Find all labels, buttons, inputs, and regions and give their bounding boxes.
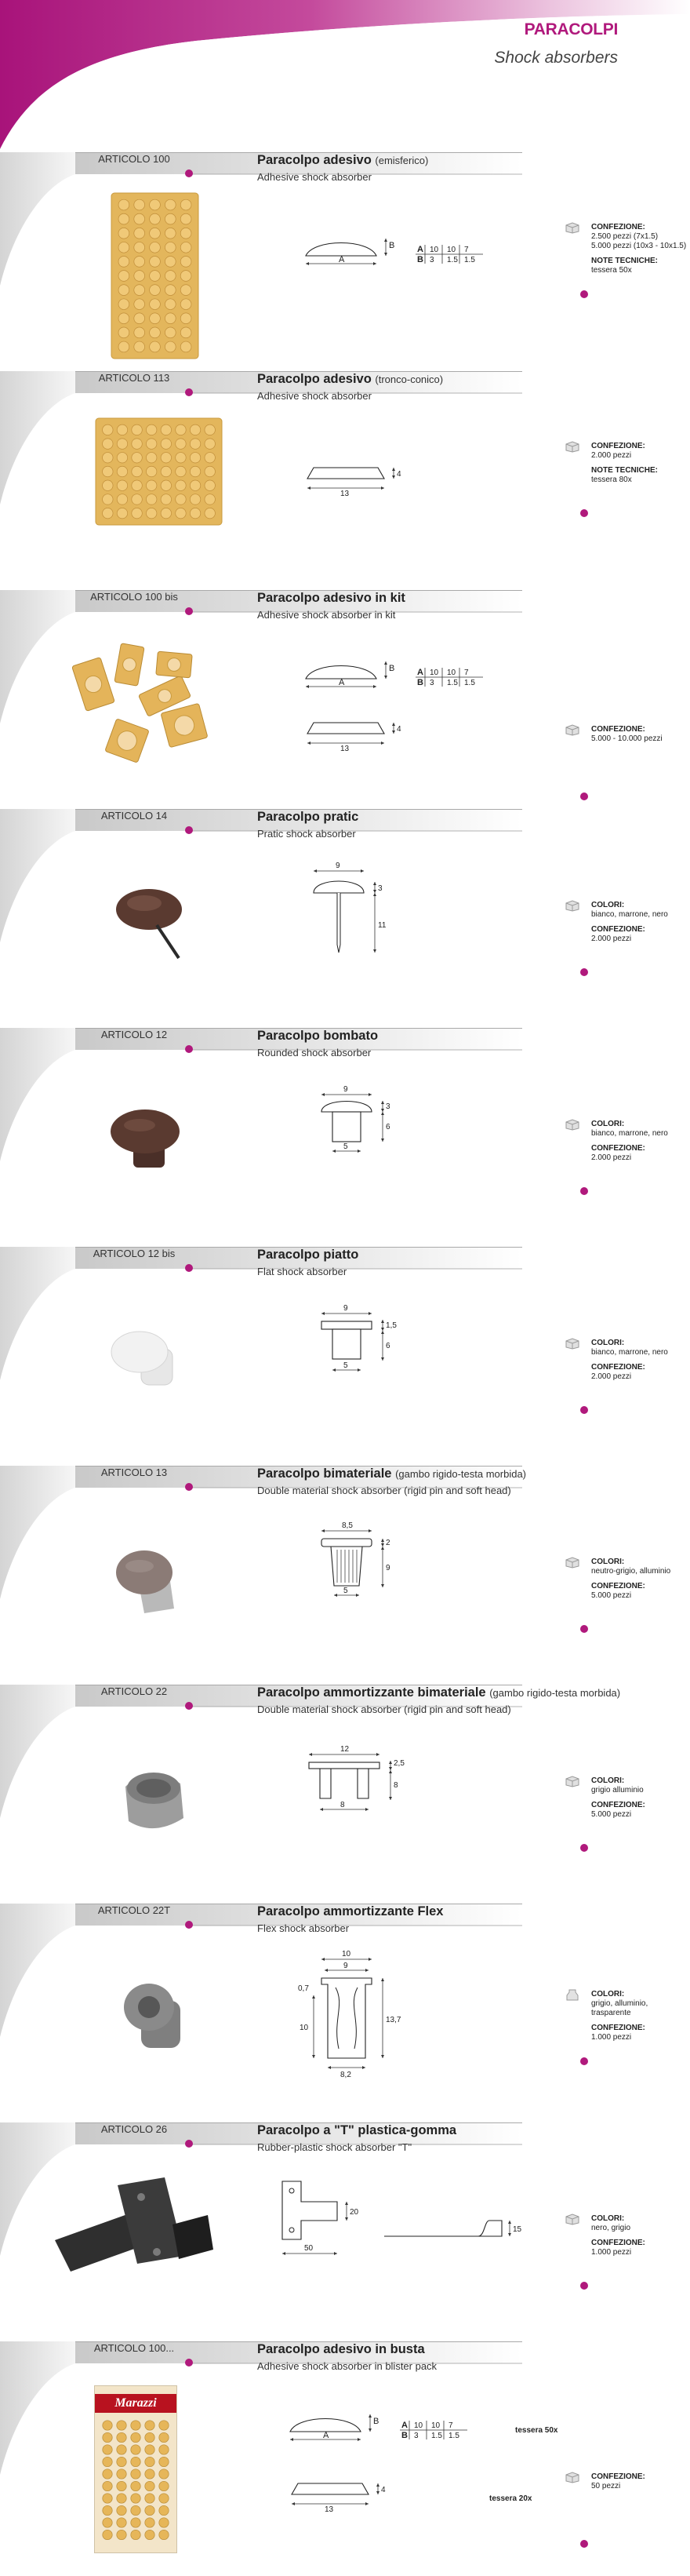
dimension-cell: 10 <box>430 246 439 254</box>
technical-drawing <box>259 1720 525 1893</box>
info-label: CONFEZIONE: <box>591 1363 645 1372</box>
product-title-note: (gambo rigido-testa morbida) <box>395 1468 526 1480</box>
dim-height-head: 1,5 <box>386 1321 397 1330</box>
dim-width: 13 <box>340 490 350 498</box>
product-subtitle: Double material shock absorber (rigid pin and soft head) <box>257 1703 511 1715</box>
dimension-cell: 1.5 <box>464 256 475 264</box>
dim-width: 50 <box>304 2244 314 2253</box>
dim-width-stem: 8 <box>340 1801 345 1809</box>
product-section <box>0 1685 690 1904</box>
product-title-note: (emisferico) <box>375 155 429 166</box>
article-code: ARTICOLO 22T <box>97 1904 171 1916</box>
product-section <box>0 152 690 371</box>
cone-profile <box>307 723 384 734</box>
article-code: ARTICOLO 26 <box>100 2123 168 2135</box>
accent-dot <box>185 607 193 615</box>
product-subtitle: Adhesive shock absorber <box>257 171 372 183</box>
product-info <box>591 1558 670 1606</box>
product-info <box>591 1990 648 2048</box>
info-value: tessera 80x <box>591 475 632 484</box>
dim-height: 4 <box>397 725 401 734</box>
dim-height-stem: 8 <box>394 1781 398 1790</box>
accent-dot <box>580 968 588 976</box>
dimension-table <box>416 245 483 264</box>
technical-drawing <box>259 2158 525 2330</box>
product-title-note: (gambo rigido-testa morbida) <box>489 1687 621 1699</box>
dimension-table <box>416 668 483 687</box>
dim-height-stem: 6 <box>386 1342 390 1350</box>
product-title <box>257 2342 425 2357</box>
dimension-cell: A <box>417 668 423 677</box>
info-value: bianco, marrone, nero <box>591 1348 668 1357</box>
info-label: CONFEZIONE: <box>591 2472 645 2481</box>
product-title <box>257 810 358 825</box>
product-title-text: Paracolpo a "T" plastica-gomma <box>257 2123 457 2137</box>
product-info <box>591 901 668 949</box>
product-title-text: Paracolpo pratic <box>257 810 359 824</box>
ribbed-stem <box>331 1547 362 1586</box>
product-photo-blister <box>94 2385 177 2553</box>
dimension-cell: A <box>417 245 423 254</box>
dim-width-inner: 9 <box>343 1962 348 1970</box>
dim-label-b: B <box>389 241 395 250</box>
accent-dot <box>580 1844 588 1852</box>
accent-dot <box>185 1702 193 1710</box>
accent-dot <box>580 1406 588 1414</box>
product-section <box>0 1028 690 1247</box>
info-value: 5.000 pezzi <box>591 1810 632 1819</box>
product-subtitle: Flex shock absorber <box>257 1922 350 1934</box>
box-icon <box>565 1118 580 1131</box>
dim-label-a: A <box>323 2431 329 2440</box>
product-section <box>0 1247 690 1466</box>
tessera-label-b: tessera 20x <box>489 2494 532 2503</box>
dim-height-total: 11 <box>378 921 387 930</box>
technical-drawing <box>259 1063 525 1236</box>
dim-height: 4 <box>397 470 401 479</box>
info-value: 50 pezzi <box>591 2482 621 2490</box>
product-title <box>257 591 405 606</box>
info-label: COLORI: <box>591 1990 625 1998</box>
dimension-cell: 7 <box>448 2421 453 2430</box>
article-code: ARTICOLO 22 <box>100 1685 168 1697</box>
product-info <box>591 223 686 281</box>
technical-drawing <box>259 1282 525 1455</box>
section-side-shade <box>0 1466 75 1599</box>
dim-height-lip: 0,7 <box>298 1984 309 1993</box>
dimension-cell: 10 <box>447 246 456 254</box>
info-label: CONFEZIONE: <box>591 223 645 231</box>
blister-brand: Marazzi <box>114 2396 157 2410</box>
dim-height-head: 2 <box>386 1539 390 1547</box>
product-section <box>0 371 690 590</box>
accent-dot <box>185 388 193 396</box>
box-icon <box>565 2213 580 2225</box>
product-title-text: Paracolpo piatto <box>257 1248 359 1262</box>
product-title <box>257 372 443 387</box>
accent-dot <box>580 1187 588 1195</box>
dim-height-right: 13,7 <box>386 2016 401 2024</box>
product-title <box>257 1248 358 1262</box>
info-label: NOTE TECNICHE: <box>591 466 658 475</box>
accent-dot <box>185 1045 193 1053</box>
dimension-table <box>400 2421 467 2440</box>
technical-drawing <box>259 188 525 360</box>
info-value: 5.000 - 10.000 pezzi <box>591 734 663 743</box>
technical-drawing <box>259 625 525 798</box>
info-label: CONFEZIONE: <box>591 925 645 934</box>
dim-height-head: 3 <box>378 884 383 893</box>
dimension-cell: 3 <box>430 679 434 687</box>
info-value: nero, grigio <box>591 2224 631 2232</box>
article-code: ARTICOLO 113 <box>98 372 170 384</box>
dim-height-stem: 6 <box>386 1123 390 1131</box>
dimension-cell: 1.5 <box>447 679 458 687</box>
dim-height-stem: 9 <box>386 1564 390 1572</box>
section-side-shade <box>0 1904 75 2037</box>
button-stem <box>332 1112 361 1142</box>
info-label: NOTE TECNICHE: <box>591 257 658 265</box>
product-subtitle: Adhesive shock absorber <box>257 390 372 402</box>
section-side-shade <box>0 152 75 286</box>
accent-dot <box>185 1921 193 1929</box>
t-plate-side <box>384 2221 502 2236</box>
product-section <box>0 2341 690 2560</box>
product-title <box>257 1685 620 1700</box>
product-subtitle: Pratic shock absorber <box>257 828 356 840</box>
accent-dot <box>185 2359 193 2366</box>
dimension-cell: 1.5 <box>464 679 475 687</box>
article-code: ARTICOLO 12 <box>100 1029 168 1040</box>
dim-width-stem: 5 <box>343 1142 348 1151</box>
t-plate-front <box>282 2181 337 2239</box>
dimension-cell: B <box>417 678 423 687</box>
dim-height-head: 3 <box>386 1102 390 1111</box>
flex-body <box>321 1978 372 2058</box>
accent-dot <box>185 1264 193 1272</box>
info-value: 2.500 pezzi (7x1.5) 5.000 pezzi (10x3 - 10x1.5) <box>591 232 687 250</box>
box-icon <box>565 1556 580 1569</box>
info-value: neutro-grigio, alluminio <box>591 1567 671 1576</box>
accent-dot <box>185 1483 193 1491</box>
section-side-shade <box>0 371 75 505</box>
product-title-text: Paracolpo bimateriale <box>257 1467 392 1481</box>
product-photo <box>102 1536 204 1623</box>
dim-width: 12 <box>340 1745 350 1754</box>
product-subtitle: Adhesive shock absorber in kit <box>257 609 396 621</box>
product-section <box>0 1904 690 2122</box>
info-label: CONFEZIONE: <box>591 442 645 450</box>
product-photo <box>47 2177 227 2295</box>
section-side-shade <box>0 2341 75 2475</box>
product-subtitle: Flat shock absorber <box>257 1266 347 1277</box>
info-label: CONFEZIONE: <box>591 2024 645 2032</box>
technical-drawing <box>259 406 525 579</box>
product-subtitle: Rounded shock absorber <box>257 1047 372 1058</box>
page-title: PARACOLPI <box>524 20 618 38</box>
dimension-cell: 7 <box>464 669 469 677</box>
button-head <box>321 1102 372 1113</box>
dimension-cell: 3 <box>430 256 434 264</box>
technical-drawing <box>259 2377 525 2549</box>
product-title-text: Paracolpo adesivo in kit <box>257 591 405 605</box>
button-stem <box>332 1329 361 1359</box>
info-value: 1.000 pezzi <box>591 2248 632 2257</box>
dim-width: 9 <box>343 1304 348 1313</box>
product-photo <box>110 191 200 360</box>
ribbed-head <box>321 1539 372 1547</box>
dim-label-b: B <box>373 2417 380 2426</box>
article-code: ARTICOLO 12 bis <box>93 1248 176 1259</box>
product-photo <box>63 629 220 763</box>
info-value: 2.000 pezzi <box>591 1153 632 1162</box>
dimension-cell: 3 <box>414 2432 419 2440</box>
product-section <box>0 590 690 809</box>
product-info <box>591 2472 645 2497</box>
info-label: COLORI: <box>591 901 625 909</box>
accent-dot <box>185 2140 193 2148</box>
product-photo <box>102 1974 204 2060</box>
product-info <box>591 1120 668 1168</box>
cone-profile <box>292 2483 369 2494</box>
info-label: COLORI: <box>591 1339 625 1347</box>
info-label: COLORI: <box>591 1120 625 1128</box>
accent-dot <box>580 2282 588 2290</box>
info-value: 5.000 pezzi <box>591 1591 632 1600</box>
info-value: grigio alluminio <box>591 1786 644 1794</box>
dimension-cell: 7 <box>464 246 469 254</box>
info-value: 2.000 pezzi <box>591 935 632 943</box>
info-value: bianco, marrone, nero <box>591 1129 668 1138</box>
product-title-text: Paracolpo adesivo <box>257 372 372 386</box>
info-label: COLORI: <box>591 2214 625 2223</box>
info-label: COLORI: <box>591 1776 625 1785</box>
product-title-text: Paracolpo bombato <box>257 1029 379 1043</box>
product-info <box>591 1776 645 1825</box>
accent-dot <box>580 290 588 298</box>
product-title-text: Paracolpo adesivo <box>257 153 372 167</box>
dim-width-bottom: 8,2 <box>340 2071 351 2079</box>
section-side-shade <box>0 809 75 942</box>
dim-height-left: 10 <box>300 2024 309 2032</box>
dimension-cell: A <box>401 2421 408 2430</box>
info-value: bianco, marrone, nero <box>591 910 668 919</box>
accent-dot <box>580 509 588 517</box>
product-photo <box>102 1755 204 1842</box>
section-side-shade <box>0 1685 75 1818</box>
product-photo <box>102 1317 204 1404</box>
bumper-stem <box>320 1769 369 1798</box>
technical-drawing <box>259 1939 525 2111</box>
dim-height-head: 2,5 <box>394 1759 405 1768</box>
dim-label-a: A <box>339 255 345 264</box>
dimension-cell: 10 <box>414 2421 423 2430</box>
product-section <box>0 2122 690 2341</box>
product-photo <box>102 880 204 966</box>
dimension-cell: 10 <box>430 669 439 677</box>
product-section <box>0 809 690 1028</box>
info-value: grigio, alluminio, trasparente <box>591 1999 648 2017</box>
info-label: CONFEZIONE: <box>591 1801 645 1809</box>
dimension-cell: 1.5 <box>431 2432 442 2440</box>
technical-drawing <box>259 1501 525 1674</box>
product-title-text: Paracolpo adesivo in busta <box>257 2342 425 2356</box>
product-title-note: (tronco-conico) <box>375 373 444 385</box>
dim-width-stem: 5 <box>343 1361 348 1370</box>
product-title-text: Paracolpo ammortizzante bimateriale <box>257 1685 486 1700</box>
dimension-cell: B <box>417 255 423 264</box>
info-value: tessera 50x <box>591 266 632 275</box>
dome-profile <box>306 666 376 680</box>
dim-width: 13 <box>340 745 350 753</box>
product-info <box>591 725 663 749</box>
dim-label-a: A <box>339 678 345 687</box>
box-icon <box>565 723 580 736</box>
product-info <box>591 442 658 490</box>
dim-width: 9 <box>336 862 340 870</box>
accent-dot <box>580 792 588 800</box>
product-section <box>0 1466 690 1685</box>
product-info <box>591 2214 645 2263</box>
box-icon <box>565 2471 580 2483</box>
section-side-shade <box>0 1028 75 1161</box>
page-subtitle: Shock absorbers <box>494 49 618 67</box>
product-photo <box>94 417 223 526</box>
tack-pin <box>337 893 340 953</box>
product-title-text: Paracolpo ammortizzante Flex <box>257 1904 444 1918</box>
dimension-cell: B <box>401 2431 408 2440</box>
product-subtitle: Rubber-plastic shock absorber "T" <box>257 2141 412 2153</box>
dim-width: 8,5 <box>342 1521 353 1530</box>
info-label: CONFEZIONE: <box>591 1144 645 1153</box>
bumper-head <box>309 1762 380 1769</box>
accent-dot <box>185 826 193 834</box>
info-value: 2.000 pezzi <box>591 451 632 460</box>
article-code: ARTICOLO 100 <box>98 153 170 165</box>
product-title <box>257 2123 456 2138</box>
info-label: CONFEZIONE: <box>591 1582 645 1590</box>
article-code: ARTICOLO 13 <box>100 1467 168 1478</box>
product-title <box>257 1029 378 1044</box>
dim-width: 13 <box>325 2505 334 2514</box>
accent-dot <box>580 2057 588 2065</box>
jar-icon <box>565 1988 580 2001</box>
product-subtitle: Double material shock absorber (rigid pin and soft head) <box>257 1485 511 1496</box>
box-icon <box>565 899 580 912</box>
accent-dot <box>580 1625 588 1633</box>
info-label: COLORI: <box>591 1558 625 1566</box>
dome-profile <box>290 2419 361 2432</box>
product-subtitle: Adhesive shock absorber in blister pack <box>257 2360 438 2372</box>
dimension-cell: 10 <box>431 2421 441 2430</box>
article-code: ARTICOLO 100 bis <box>90 591 178 603</box>
cone-profile <box>307 468 384 479</box>
dim-width: 9 <box>343 1085 348 1094</box>
product-title <box>257 153 428 168</box>
section-side-shade <box>0 1247 75 1380</box>
accent-dot <box>580 2540 588 2548</box>
accent-dot <box>185 169 193 177</box>
dimension-cell: 1.5 <box>447 256 458 264</box>
product-info <box>591 1339 668 1387</box>
technical-drawing <box>259 844 525 1017</box>
info-label: CONFEZIONE: <box>591 2239 645 2247</box>
tessera-label-a: tessera 50x <box>515 2426 558 2435</box>
dimension-cell: 10 <box>447 669 456 677</box>
product-title <box>257 1467 526 1481</box>
tack-head <box>314 881 364 893</box>
dimension-cell: 1.5 <box>448 2432 459 2440</box>
product-photo <box>102 1099 204 1185</box>
article-code: ARTICOLO 14 <box>100 810 168 822</box>
box-icon <box>565 221 580 234</box>
box-icon <box>565 1775 580 1787</box>
dim-width-stem: 5 <box>343 1587 348 1595</box>
product-title <box>257 1904 444 1919</box>
box-icon <box>565 1337 580 1350</box>
article-code: ARTICOLO 100... <box>93 2342 175 2354</box>
button-head <box>321 1321 372 1329</box>
dim-height: 4 <box>381 2486 386 2494</box>
blister-brand-band <box>95 2394 176 2413</box>
dome-profile <box>306 243 376 257</box>
dim-height-front: 20 <box>350 2208 359 2217</box>
box-icon <box>565 440 580 453</box>
dim-height-side: 15 <box>513 2225 522 2234</box>
dim-label-b: B <box>389 664 395 673</box>
info-value: 2.000 pezzi <box>591 1372 632 1381</box>
header <box>0 0 690 149</box>
info-label: CONFEZIONE: <box>591 725 645 734</box>
info-value: 1.000 pezzi <box>591 2033 632 2042</box>
blister-dots <box>100 2419 171 2545</box>
dim-width-outer: 10 <box>342 1950 351 1958</box>
